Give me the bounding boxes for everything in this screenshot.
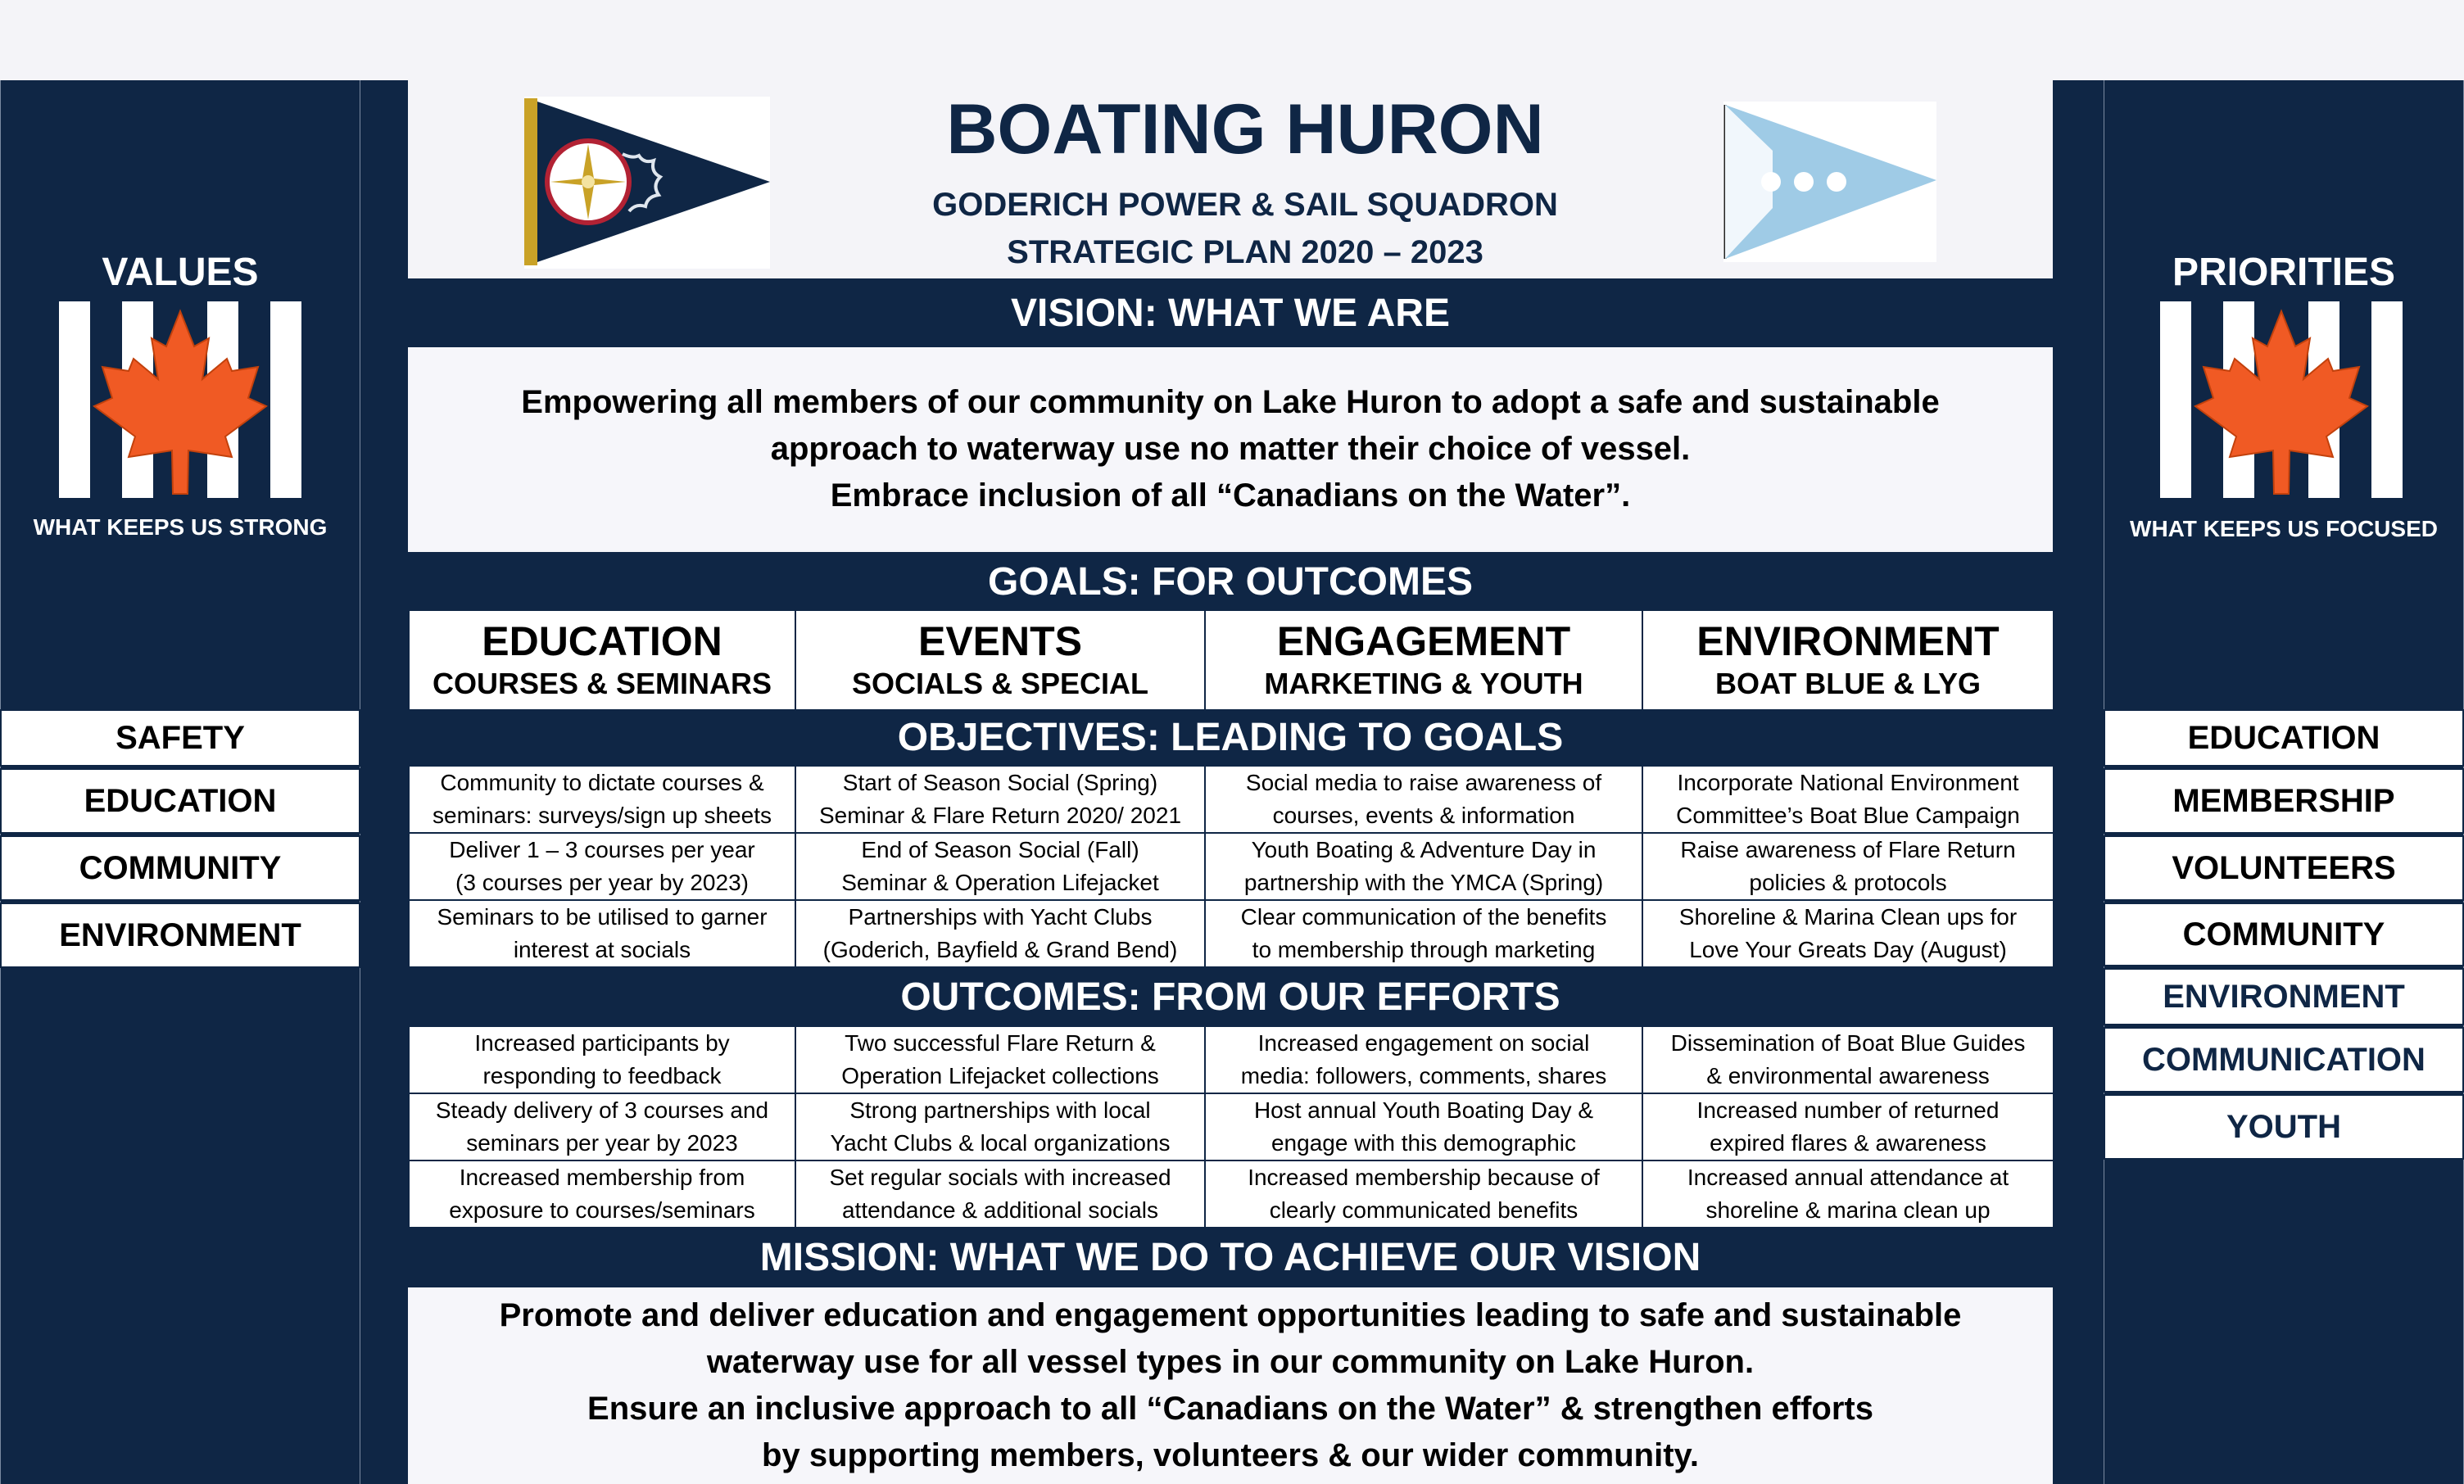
table-row — [409, 900, 2054, 967]
priority-item-environment: ENVIRONMENT — [2104, 968, 2464, 1025]
goals-table — [408, 609, 2054, 711]
table-cell: Social media to raise awareness of courses, events & information — [1205, 766, 1642, 833]
table-cell: Increased annual attendance at shoreline & marina clean up — [1642, 1161, 2054, 1228]
mission-line: Promote and deliver education and engagement opportunities leading to safe and sustainable — [499, 1297, 1962, 1333]
ensign-pennant-icon — [1723, 102, 1936, 262]
goal-subtitle: COURSES & SEMINARS — [432, 667, 772, 700]
goal-environment — [1642, 610, 2054, 710]
plan-period: STRATEGIC PLAN 2020 – 2023 — [1007, 233, 1483, 270]
outcomes-table — [408, 1025, 2054, 1228]
priority-item-community: COMMUNITY — [2104, 903, 2464, 966]
goal-title: EVENTS — [917, 618, 1083, 664]
table-cell: Increased number of returned expired flares & awareness — [1642, 1093, 2054, 1161]
mission-line: Ensure an inclusive approach to all “Canadians on the Water” & strengthen efforts — [587, 1391, 1873, 1427]
table-cell: Start of Season Social (Spring) Seminar & Flare Return 2020/ 2021 — [795, 766, 1205, 833]
table-cell: Shoreline & Marina Clean ups for Love Your Greats Day (August) — [1642, 900, 2054, 967]
priority-item-education: EDUCATION — [2104, 709, 2464, 767]
mission-box — [408, 1287, 2053, 1484]
squadron-burgee-icon — [524, 97, 770, 269]
table-cell: Strong partnerships with local Yacht Clubs & local organizations — [795, 1093, 1205, 1161]
table-row — [409, 833, 2054, 900]
goal-subtitle: BOAT BLUE & LYG — [1714, 667, 1982, 700]
vision-line: approach to waterway use no matter their choice of vessel. — [770, 430, 1691, 467]
value-item-environment: ENVIRONMENT — [0, 903, 360, 968]
goal-title: ENGAGEMENT — [1276, 618, 1571, 664]
table-cell: Community to dictate courses & seminars: surveys/sign up sheets — [409, 766, 795, 833]
table-row — [409, 1161, 2054, 1228]
goals-heading: GOALS: FOR OUTCOMES — [406, 552, 2054, 611]
table-cell: Raise awareness of Flare Return policies & protocols — [1642, 833, 2054, 900]
objectives-table — [408, 765, 2054, 968]
table-cell: Partnerships with Yacht Clubs (Goderich, Bayfield & Grand Bend) — [795, 900, 1205, 967]
table-cell: Increased membership from exposure to courses/seminars — [409, 1161, 795, 1228]
priorities-caption: WHAT KEEPS US FOCUSED — [2130, 516, 2438, 541]
right-gutter — [2054, 80, 2104, 1484]
value-item-education: EDUCATION — [0, 768, 360, 834]
table-cell: Seminars to be utilised to garner interest at socials — [409, 900, 795, 967]
table-row — [409, 1026, 2054, 1093]
goal-subtitle: MARKETING & YOUTH — [1264, 667, 1583, 700]
value-item-safety: SAFETY — [0, 709, 360, 767]
maple-leaf-flag-icon — [2122, 301, 2441, 514]
table-cell: Two successful Flare Return & Operation Lifejacket collections — [795, 1026, 1205, 1093]
priority-item-youth: YOUTH — [2104, 1094, 2464, 1160]
table-cell: Steady delivery of 3 courses and seminars per year by 2023 — [409, 1093, 795, 1161]
goal-events — [795, 610, 1205, 710]
page-subtitle: GODERICH POWER & SAIL SQUADRON — [932, 186, 1558, 223]
table-cell: Deliver 1 – 3 courses per year (3 courses per year by 2023) — [409, 833, 795, 900]
mission-heading: MISSION: WHAT WE DO TO ACHIEVE OUR VISION — [406, 1227, 2054, 1287]
vision-heading: VISION: WHAT WE ARE — [406, 278, 2054, 347]
goal-title: ENVIRONMENT — [1696, 618, 2000, 664]
table-cell: Clear communication of the benefits to membership through marketing — [1205, 900, 1642, 967]
table-cell: Increased participants by responding to feedback — [409, 1026, 795, 1093]
priority-item-communication: COMMUNICATION — [2104, 1027, 2464, 1093]
objectives-heading: OBJECTIVES: LEADING TO GOALS — [406, 709, 2054, 765]
table-cell: Youth Boating & Adventure Day in partnership with the YMCA (Spring) — [1205, 833, 1642, 900]
vision-box — [408, 347, 2053, 550]
values-title: VALUES — [102, 250, 259, 294]
page-title: BOATING HURON — [946, 89, 1544, 169]
vision-line: Embrace inclusion of all “Canadians on the Water”. — [830, 477, 1631, 514]
table-row — [409, 1093, 2054, 1161]
table-row — [409, 766, 2054, 833]
priority-item-volunteers: VOLUNTEERS — [2104, 835, 2464, 901]
table-cell: Incorporate National Environment Committee’s Boat Blue Campaign — [1642, 766, 2054, 833]
priority-item-membership: MEMBERSHIP — [2104, 768, 2464, 834]
maple-leaf-flag-icon — [20, 301, 340, 514]
mission-line: by supporting members, volunteers & our wider community. — [762, 1437, 1699, 1473]
value-item-community: COMMUNITY — [0, 835, 360, 901]
goal-title: EDUCATION — [482, 618, 722, 664]
table-cell: End of Season Social (Fall) Seminar & Operation Lifejacket — [795, 833, 1205, 900]
goal-education — [409, 610, 795, 710]
outcomes-heading: OUTCOMES: FROM OUR EFFORTS — [406, 968, 2054, 1025]
table-cell: Increased membership because of clearly communicated benefits — [1205, 1161, 1642, 1228]
table-cell: Increased engagement on social media: followers, comments, shares — [1205, 1026, 1642, 1093]
vision-line: Empowering all members of our community on Lake Huron to adopt a safe and sustainable — [521, 383, 1940, 420]
priorities-title: PRIORITIES — [2172, 250, 2396, 294]
mission-line: waterway use for all vessel types in our community on Lake Huron. — [706, 1344, 1755, 1380]
goal-engagement — [1205, 610, 1642, 710]
table-cell: Host annual Youth Boating Day & engage with this demographic — [1205, 1093, 1642, 1161]
table-cell: Dissemination of Boat Blue Guides & environmental awareness — [1642, 1026, 2054, 1093]
goal-subtitle: SOCIALS & SPECIAL — [851, 667, 1149, 700]
table-cell: Set regular socials with increased attendance & additional socials — [795, 1161, 1205, 1228]
left-gutter — [360, 80, 406, 1484]
values-caption: WHAT KEEPS US STRONG — [33, 514, 328, 540]
